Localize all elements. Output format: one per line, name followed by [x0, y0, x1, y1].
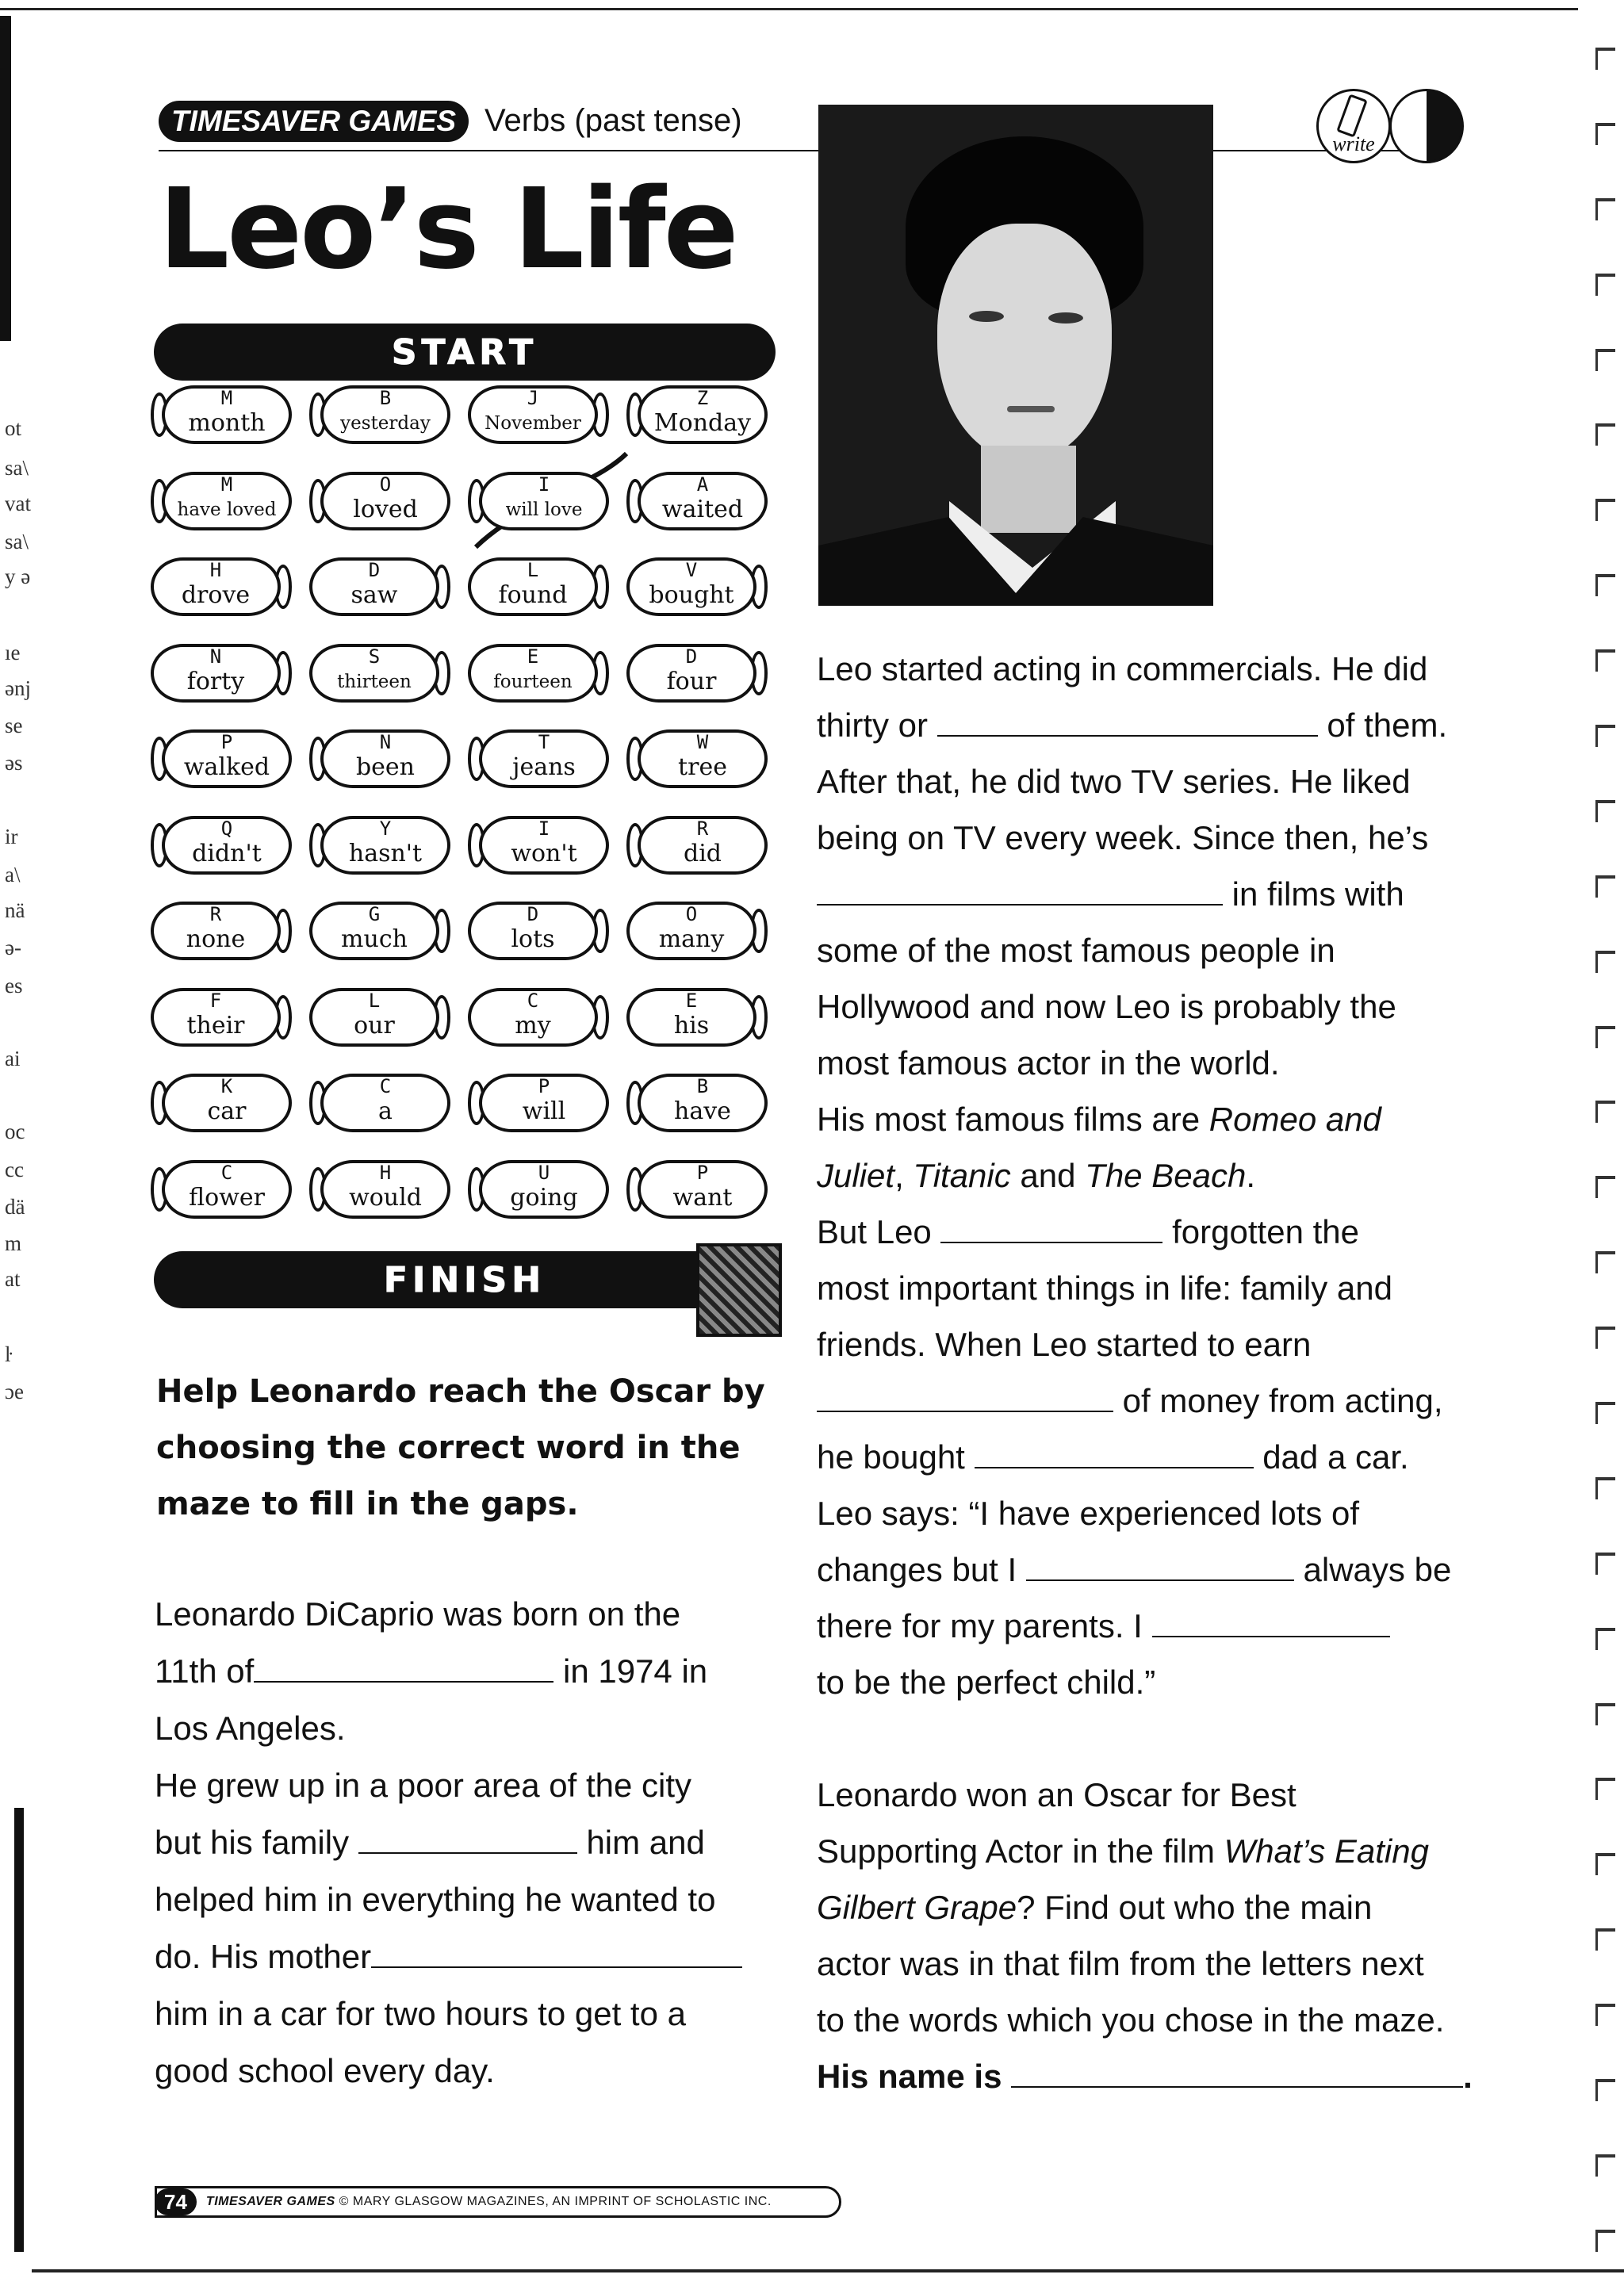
shoe-letter: Q — [220, 817, 233, 840]
write-label: write — [1332, 132, 1375, 155]
story-text: ? Find out who the main — [1017, 1889, 1373, 1926]
margin-fragment: sa\ — [5, 530, 29, 553]
shoe-letter: I — [538, 473, 550, 496]
maze-shoe[interactable] — [151, 641, 292, 706]
story-text: dad a car. — [1262, 1438, 1409, 1476]
blank-family-verb[interactable] — [358, 1825, 577, 1854]
shoe-letter: B — [696, 1075, 709, 1097]
shoe-letter: C — [379, 1075, 392, 1097]
shoe-letter: A — [696, 473, 709, 496]
shoe-word: will — [522, 1097, 566, 1125]
story-text: Supporting Actor in the film — [817, 1832, 1224, 1870]
story-line — [155, 1928, 789, 1985]
story-line — [817, 978, 1515, 1035]
margin-fragment: ai — [5, 1047, 21, 1070]
story-text: most important things in life: family and — [817, 1269, 1392, 1307]
maze-shoe[interactable] — [151, 1157, 292, 1222]
margin-fragment: dä — [5, 1195, 25, 1219]
shoe-word: yesterday — [340, 413, 431, 434]
blank-will[interactable] — [1026, 1553, 1294, 1581]
story-text: but his family — [155, 1824, 350, 1861]
shoe-letter: P — [538, 1075, 550, 1097]
shoe-letter: K — [220, 1075, 233, 1097]
story-right — [817, 641, 1515, 2104]
story-text: actor was in that film from the letters next — [817, 1945, 1424, 1982]
maze-shoe[interactable] — [309, 813, 450, 878]
shoe-letter: R — [696, 817, 709, 840]
maze-shoe[interactable] — [468, 1157, 609, 1222]
instructions: Help Leonardo reach the Oscar by choosing the correct word in the maze to fill in the gaps. — [156, 1373, 765, 1522]
story-line — [155, 2043, 789, 2100]
story-text: His most famous films are — [817, 1101, 1209, 1138]
margin-fragment: ir — [5, 825, 18, 848]
story-text: of money from acting, — [1122, 1382, 1443, 1419]
start-band — [154, 324, 776, 381]
margin-fragment: əs — [5, 751, 23, 775]
shoe-letter: P — [220, 731, 233, 753]
shoe-letter: U — [538, 1161, 550, 1184]
shoe-letter: T — [538, 731, 550, 753]
shoe-word: month — [188, 409, 266, 437]
shoe-word: hasn't — [348, 839, 423, 867]
story-line — [817, 1823, 1515, 1879]
shoe-letter: O — [685, 903, 698, 925]
margin-fragment: m — [5, 1231, 22, 1255]
story-line — [817, 1935, 1515, 1992]
series-label: TIMESAVER GAMES — [159, 101, 469, 142]
story-text: . — [1246, 1157, 1255, 1194]
maze-shoe[interactable] — [151, 813, 292, 878]
blank-lots[interactable] — [817, 1384, 1113, 1412]
story-line — [817, 1260, 1515, 1316]
shoe-word: much — [341, 925, 408, 953]
scan-edge-left-lower — [14, 1808, 24, 2252]
film-title: The Beach — [1085, 1157, 1247, 1194]
film-title: Gilbert Grape — [817, 1889, 1017, 1926]
story-line — [155, 1643, 789, 1700]
shoe-letter: E — [527, 645, 539, 668]
footer-series: TIMESAVER GAMES — [205, 2195, 335, 2208]
story-text: Hollywood and now Leo is probably the — [817, 988, 1396, 1025]
shoe-word: walked — [183, 753, 270, 781]
shoe-word: Monday — [653, 409, 752, 437]
story-line — [155, 1985, 789, 2043]
topic-label: Verbs (past tense) — [485, 103, 742, 138]
shoe-letter: L — [368, 989, 381, 1012]
story-text: Leo started acting in commercials. He did — [817, 650, 1428, 687]
maze-shoe[interactable] — [309, 554, 450, 619]
start-label: START — [391, 331, 538, 373]
shoe-word: would — [349, 1183, 422, 1212]
film-title: Juliet — [817, 1157, 895, 1194]
film-title: Titanic — [913, 1157, 1011, 1194]
shoe-word: jeans — [512, 753, 576, 781]
footer-credit — [206, 2195, 772, 2209]
margin-fragment: ɔe — [5, 1380, 24, 1403]
story-text: good school every day. — [155, 2052, 495, 2089]
maze-shoe[interactable] — [151, 985, 292, 1050]
margin-fragment: at — [5, 1267, 21, 1291]
story-text: Los Angeles. — [155, 1710, 346, 1747]
story-line — [817, 641, 1515, 697]
shoe-word: didn't — [192, 839, 262, 867]
maze-shoe[interactable] — [309, 469, 450, 534]
story-line — [817, 1429, 1515, 1485]
story-text: of them. — [1327, 706, 1448, 744]
story-line — [817, 1992, 1515, 2048]
maze-shoe[interactable] — [626, 554, 768, 619]
margin-fragment: ıe — [5, 641, 21, 664]
story-text: But Leo — [817, 1213, 932, 1250]
maze-shoe[interactable] — [626, 898, 768, 963]
story-text: being on TV every week. Since then, he’s — [817, 819, 1429, 856]
shoe-word: November — [485, 413, 581, 434]
story-text: some of the most famous people in — [817, 932, 1335, 969]
shoe-letter: M — [220, 473, 233, 496]
finish-label: FINISH — [383, 1259, 546, 1300]
maze-shoe[interactable] — [468, 898, 609, 963]
oscar-image — [696, 1243, 782, 1337]
maze-shoe[interactable] — [626, 985, 768, 1050]
story-text: forgotten the — [1172, 1213, 1359, 1250]
story-text: to be the perfect child.” — [817, 1664, 1156, 1701]
story-line — [817, 1035, 1515, 1091]
shoe-word: forty — [186, 667, 245, 695]
shoe-word: won't — [511, 839, 577, 867]
pen-icon — [1336, 94, 1368, 137]
story-line — [817, 1316, 1515, 1373]
maze-shoe[interactable] — [151, 554, 292, 619]
write-badge — [1316, 89, 1391, 163]
story-text: and — [1010, 1157, 1086, 1194]
story-text: friends. When Leo started to earn — [817, 1326, 1312, 1363]
maze-shoe[interactable] — [468, 1070, 609, 1135]
scan-edge-left — [0, 16, 11, 341]
shoe-word: have loved — [177, 499, 277, 520]
blank-mother-verb[interactable] — [371, 1939, 742, 1968]
maze-shoe[interactable] — [309, 1157, 450, 1222]
shoe-word: his — [673, 1011, 710, 1040]
maze-shoe[interactable] — [309, 726, 450, 791]
story-line — [817, 1373, 1515, 1429]
shoe-word: lots — [511, 925, 555, 953]
shoe-word: going — [510, 1183, 578, 1212]
story-text: After that, he did two TV series. He liked — [817, 763, 1411, 800]
maze-shoe[interactable] — [151, 898, 292, 963]
shoe-word: many — [658, 925, 725, 953]
story-text: He grew up in a poor area of the city — [155, 1767, 692, 1804]
shoe-letter: S — [368, 645, 381, 668]
shoe-word: will love — [505, 499, 583, 520]
maze-shoe[interactable] — [468, 469, 609, 534]
blank-hasnt[interactable] — [940, 1215, 1162, 1243]
shoe-letter: G — [368, 903, 381, 925]
story-line — [817, 2048, 1515, 2104]
maze-shoe[interactable] — [468, 726, 609, 791]
story-text: to the words which you chose in the maze. — [817, 2001, 1445, 2039]
margin-fragment: y ǝ — [5, 565, 31, 588]
shoe-word: flower — [189, 1183, 265, 1212]
shoe-letter: N — [379, 731, 392, 753]
story-line — [155, 1700, 789, 1757]
shoe-letter: F — [209, 989, 222, 1012]
shoe-word: found — [498, 581, 568, 609]
story-text: Leonardo won an Oscar for Best — [817, 1776, 1297, 1813]
shoe-letter: D — [368, 559, 381, 581]
story-text: helped him in everything he wanted to — [155, 1881, 716, 1918]
story-text: Leonardo DiCaprio was born on the — [155, 1595, 681, 1633]
maze-shoe[interactable] — [626, 1070, 768, 1135]
story-line — [155, 1871, 789, 1928]
header-rule — [159, 150, 1451, 151]
margin-fragment: ŀ — [5, 1342, 13, 1366]
blank-want[interactable] — [1152, 1609, 1390, 1637]
page-footer — [155, 2186, 841, 2218]
story-text: there for my parents. I — [817, 1607, 1143, 1644]
story-line — [817, 1147, 1515, 1204]
maze-shoe[interactable] — [468, 554, 609, 619]
shoe-letter: E — [685, 989, 698, 1012]
maze-shoe[interactable] — [626, 1157, 768, 1222]
maze-shoe[interactable] — [151, 1070, 292, 1135]
shoe-word: our — [354, 1011, 395, 1040]
shoe-word: four — [666, 667, 717, 695]
margin-fragment: ənj — [5, 676, 31, 700]
shoe-letter: H — [379, 1161, 392, 1184]
story-line — [817, 753, 1515, 810]
story-text: him in a car for two hours to get to a — [155, 1995, 686, 2032]
maze-shoe[interactable] — [309, 382, 450, 447]
story-text: . — [1463, 2058, 1473, 2095]
margin-fragment: ot — [5, 416, 22, 440]
story-text: he bought — [817, 1438, 965, 1476]
page-number: 74 — [155, 2188, 197, 2215]
maze-shoe[interactable] — [468, 641, 609, 706]
story-text: always be — [1303, 1551, 1452, 1588]
scan-edge-bottom — [32, 2269, 1624, 2272]
shoe-letter: D — [527, 903, 539, 925]
film-title: What’s Eating — [1224, 1832, 1429, 1870]
shoe-word: want — [672, 1183, 733, 1212]
blank-month[interactable] — [254, 1654, 553, 1683]
story-text: in 1974 in — [563, 1652, 708, 1690]
shoe-word: did — [683, 839, 722, 867]
shoe-letter: R — [209, 903, 222, 925]
shoe-letter: H — [209, 559, 222, 581]
shoe-letter: I — [538, 817, 550, 840]
story-line — [817, 1767, 1515, 1823]
story-line — [155, 1757, 789, 1814]
story-text: 11th of — [155, 1652, 255, 1690]
blank-number[interactable] — [937, 708, 1318, 737]
shoe-word: bought — [649, 581, 734, 609]
shoe-word: fourteen — [493, 671, 573, 692]
margin-fragment: sa\ — [5, 456, 29, 480]
shoe-word: loved — [353, 495, 418, 523]
maze-shoe[interactable] — [309, 1070, 450, 1135]
story-line — [817, 1541, 1515, 1598]
story-text: , — [894, 1157, 914, 1194]
story-line — [817, 697, 1515, 753]
maze-shoe[interactable] — [151, 726, 292, 791]
blank-answer-name[interactable] — [1011, 2059, 1463, 2088]
blank-been[interactable] — [817, 877, 1223, 906]
finish-band — [154, 1251, 776, 1308]
story-text: His name is — [817, 2058, 1002, 2095]
maze-shoe[interactable] — [309, 985, 450, 1050]
story-line — [817, 1204, 1515, 1260]
story-text: changes but I — [817, 1551, 1017, 1588]
scan-edge-top — [0, 8, 1578, 10]
shoe-word: tree — [678, 753, 727, 781]
word-maze — [151, 382, 777, 1246]
margin-fragment: cc — [5, 1158, 24, 1181]
maze-shoe[interactable] — [151, 382, 292, 447]
shoe-letter: V — [685, 559, 698, 581]
shoe-word: a — [378, 1097, 393, 1125]
maze-shoe[interactable] — [151, 469, 292, 534]
shoe-letter: B — [379, 387, 392, 409]
margin-fragment: vat — [5, 492, 31, 515]
maze-shoe[interactable] — [626, 382, 768, 447]
story-line — [817, 1654, 1515, 1710]
film-title: Romeo and — [1208, 1101, 1381, 1138]
shoe-word: drove — [181, 581, 251, 609]
margin-fragment: se — [5, 714, 23, 737]
shoe-word: waited — [661, 495, 744, 523]
story-left — [155, 1586, 789, 2100]
story-text: do. His mother — [155, 1938, 372, 1975]
adjacent-page-edge — [1589, 48, 1621, 2252]
shoe-letter: L — [527, 559, 539, 581]
story-line — [817, 922, 1515, 978]
shoe-letter: W — [696, 731, 709, 753]
shoe-letter: Z — [696, 387, 709, 409]
maze-shoe[interactable] — [626, 726, 768, 791]
shoe-word: saw — [350, 581, 398, 609]
shoe-letter: Y — [379, 817, 392, 840]
shoe-letter: C — [220, 1161, 233, 1184]
story-line — [817, 810, 1515, 866]
leo-photo — [818, 105, 1213, 606]
shoe-letter: O — [379, 473, 392, 496]
shoe-word: none — [186, 925, 246, 953]
story-line — [155, 1814, 789, 1871]
margin-fragment: a\ — [5, 863, 21, 886]
maze-shoe[interactable] — [309, 641, 450, 706]
shoe-word: their — [186, 1011, 245, 1040]
shoe-letter: P — [696, 1161, 709, 1184]
shoe-word: have — [674, 1097, 731, 1125]
margin-fragment: ə- — [5, 936, 21, 959]
story-text: in films with — [1231, 875, 1404, 913]
story-line — [817, 1091, 1515, 1147]
story-text: Leo says: “I have experienced lots of — [817, 1495, 1360, 1532]
shoe-letter: N — [209, 645, 222, 668]
story-text: him and — [586, 1824, 705, 1861]
maze-shoe[interactable] — [626, 813, 768, 878]
shoe-word: thirteen — [337, 671, 412, 692]
margin-fragment: nä — [5, 898, 25, 922]
shoe-word: been — [355, 753, 416, 781]
shoe-letter: D — [685, 645, 698, 668]
shoe-word: my — [515, 1011, 551, 1040]
shoe-word: car — [207, 1097, 247, 1125]
story-line — [155, 1586, 789, 1643]
story-text: thirty or — [817, 706, 929, 744]
margin-fragment: es — [5, 974, 23, 997]
blank-possessive[interactable] — [975, 1440, 1254, 1468]
maze-shoe[interactable] — [468, 985, 609, 1050]
maze-shoe[interactable] — [626, 469, 768, 534]
story-line — [817, 1879, 1515, 1935]
shoe-letter: C — [527, 989, 539, 1012]
story-line — [817, 1485, 1515, 1541]
maze-shoe[interactable] — [468, 382, 609, 447]
maze-shoe[interactable] — [468, 813, 609, 878]
story-line — [817, 1598, 1515, 1654]
margin-fragment: oc — [5, 1120, 25, 1143]
maze-shoe[interactable] — [626, 641, 768, 706]
story-line — [817, 866, 1515, 922]
maze-shoe[interactable] — [309, 898, 450, 963]
footer-copyright: © MARY GLASGOW MAGAZINES, AN IMPRINT OF SCHOLASTIC INC. — [339, 2195, 772, 2208]
clock-icon — [1389, 89, 1464, 163]
story-text: most famous actor in the world. — [817, 1044, 1280, 1082]
shoe-letter: J — [527, 387, 539, 409]
page-title: Leo’s Life — [159, 165, 737, 294]
shoe-letter: M — [220, 387, 233, 409]
